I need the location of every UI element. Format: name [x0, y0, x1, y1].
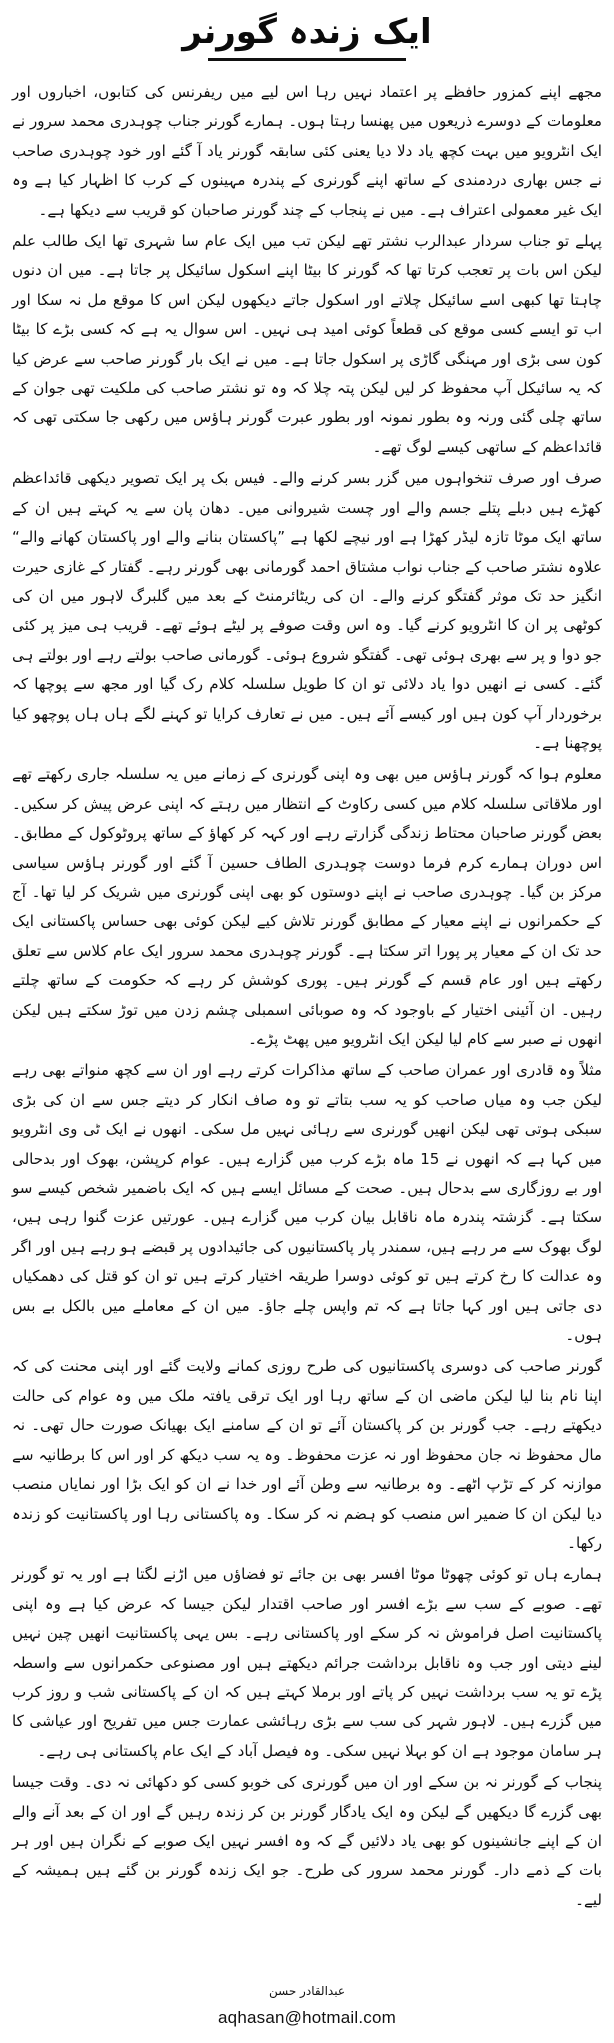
byline — [0, 1980, 614, 2040]
paragraph: پنجاب کے گورنر نہ بن سکے اور ان میں گورنری کی خوبو کسی کو دکھائی نہ دی۔ وقت جیسا بھی گزرے گا دیکھیں گے لیکن وہ ایک یادگار گورنر بن کر زندہ رہیں گے اور ان کے بعد آنے والے ان کے اپنے جانشینوں کو بھی یاد دلائیں گے کہ وہ افسر نہیں ایک صوبے کے نگران ہیں اور ہر بات کے ذمے دار۔ گورنر محمد سرور کی طرح۔ جو ایک زندہ گورنر بن گئے ہیں ہمیشہ کے لیے۔ — [12, 1773, 602, 1909]
paragraph: معلوم ہوا کہ گورنر ہاؤس میں بھی وہ اپنی گورنری کے زمانے میں یہ سلسلہ جاری رکھتے تھے اور ملاقاتی سلسلہ کلام میں کسی رکاوٹ کے انتظار میں رہتے کہ اپنی عرض پیش کر سکیں۔ بعض گورنر صاحبان محتاط زندگی گزارتے رہے اور کہہ کر کھاؤ کے ساتھ پروٹوکول کے مطابق۔ اس دوران ہمارے کرم فرما دوست چوہدری الطاف حسین آ گئے اور گورنر ہاؤس سیاسی مرکز بن گیا۔ چوہدری صاحب نے اپنے دوستوں کو بھی اپنی گورنری میں شریک کر لیا تھا۔ آج کے حکمرانوں نے اپنے معیار کے مطابق گورنر تلاش کیے لیکن کوئی بھی حساس پاکستانی ایک حد تک ان کے معیار پر پورا اتر سکتا ہے۔ گورنر چوہدری محمد سرور ایک عام کلاس سے تعلق رکھتے ہیں اور عام قسم کے گورنر ہیں۔ پوری کوشش کر رہے کہ حکومت کے ساتھ چلتے رہیں۔ ان آئینی اختیار کے باوجود کہ وہ صوبائی اسمبلی چشم زدن میں توڑ سکتے ہیں لیکن انھوں نے صبر سے کام لیا لیکن ایک انٹرویو میں پھٹ پڑے۔ — [12, 765, 602, 1048]
paragraph: مثلاً وہ قادری اور عمران صاحب کے ساتھ مذاکرات کرتے رہے اور ان سے کچھ منواتے بھی رہے لیکن جب وہ میاں صاحب کو یہ سب بتاتے تو وہ صاف انکار کر دیتے جس سے ان کی بڑی سبکی ہوتی تھی لیکن انھیں گورنری سے رہائی نہیں مل سکی۔ انھوں نے ایک ٹی وی انٹرویو میں کہا ہے کہ انھوں نے 15 ماہ بڑے کرب میں گزارے ہیں۔ عوام کرپشن، بھوک اور بدحالی اور بے روزگاری سے بدحال ہیں۔ صحت کے مسائل ایسے ہیں کہ ایک باضمیر شخص کیسے سو سکتا ہے۔ گزشتہ پندرہ ماہ ناقابل بیان کرب میں گزارے ہیں۔ عورتیں عزت گنوا رہی ہیں، لوگ بھوک سے مر رہے ہیں، سمندر پار پاکستانیوں کی جائیدادوں پر قبضے ہو رہے ہیں اور اگر وہ عدالت کا رخ کرتے ہیں تو کوئی دوسرا طریقہ اختیار کرتے ہیں تو ان کو قتل کی دھمکیاں دی جاتی ہیں اور کہا جاتا ہے کہ تم واپس چلے جاؤ۔ میں ان کے معاملے میں بالکل بے بس ہوں۔ — [12, 1061, 602, 1345]
author-email: aqhasan@hotmail.com — [218, 2008, 396, 2027]
paragraph: ہمارے ہاں تو کوئی چھوٹا موٹا افسر بھی بن جائے تو فضاؤں میں اڑنے لگتا ہے اور یہ تو گورنر تھے۔ صوبے کے سب سے بڑے افسر اور صاحب اقتدار لیکن جیسا کہ عرض کیا ہے وہ اپنی پاکستانیت اصل فراموش نہ کر سکے اور پاکستانی رہے۔ بس یہی پاکستانیت انھیں چین نہیں لینے دیتی اور جب وہ ناقابل برداشت جرائم دیکھتے ہیں اور مصنوعی حکمرانوں سے واسطہ پڑے تو یہ سب برداشت نہیں کر پاتے اور برملا کہتے ہیں کہ ان کے پاکستانی شب و روز کرب میں گزرے ہیں۔ لاہور شہر کی سب سے بڑی رہائشی عمارت جس میں تفریح اور عیاشی کا ہر سامان موجود ہے ان کو بہلا نہیں سکی۔ وہ فیصل آباد کے ایک عام پاکستانی ہی رہے۔ — [12, 1565, 602, 1760]
column-header — [0, 0, 614, 72]
column-title: ایک زندہ گورنر — [182, 12, 432, 52]
paragraph: مجھے اپنے کمزور حافظے پر اعتماد نہیں رہا اس لیے میں ریفرنس کی کتابوں، اخباروں اور معلومات کے دوسرے ذریعوں میں پھنسا رہتا ہوں۔ ہمارے گورنر جناب چوہدری محمد سرور نے ایک انٹرویو میں بہت کچھ یاد دلا دیا یعنی کئی سابقہ گورنر یاد آ گئے اور خود چوہدری صاحب نے جس بھاری دردمندی کے ساتھ اپنے گورنری کے پندرہ مہینوں کے کرب کا اظہار کیا ہے وہ ایک غیر معمولی اعتراف ہے۔ میں نے پنجاب کے چند گورنر صاحبان کو قریب سے دیکھا ہے۔ — [12, 83, 602, 219]
column-body — [12, 78, 602, 1917]
paragraph: پہلے تو جناب سردار عبدالرب نشتر تھے لیکن تب میں ایک عام سا شہری تھا ایک طالب علم لیکن اس بات پر تعجب کرتا تھا کہ گورنر کا بیٹا اپنے اسکول سائیکل پر جاتا ہے۔ میں ان دنوں چاہتا تھا کبھی اسے سائیکل چلاتے اور اسکول جاتے دیکھوں لیکن اس کا موقع مل نہ سکا اور اب تو ایسے کسی موقع کی قطعاً کوئی امید ہی نہیں۔ اس سوال یہ ہے کہ کسی بڑے کا بیٹا کون سی بڑی اور مہنگی گاڑی پر اسکول جاتا ہے۔ میں نے ایک بار گورنر صاحب سے عرض کیا کہ یہ سائیکل آپ محفوظ کر لیں لیکن پتہ چلا کہ وہ تو نشتر صاحب کی ملکیت تھی جوان کے ساتھ چلی گئی ورنہ وہ بطور نمونہ اور بطور عبرت گورنر ہاؤس میں رکھی جا سکتی تھی کہ قائداعظم کے ساتھی کیسے لوگ تھے۔ — [12, 232, 602, 456]
paragraph: گورنر صاحب کی دوسری پاکستانیوں کی طرح روزی کمانے ولایت گئے اور اپنی محنت کی کہ اپنا نام بنا لیا لیکن ماضی ان کے ساتھ رہا اور ایک ترقی یافتہ ملک میں وہ عوام کی حالت دیکھتے رہے۔ جب گورنر بن کر پاکستان آئے تو ان کے سامنے ایک بھیانک صورت حال تھی۔ نہ مال محفوظ نہ جان محفوظ اور نہ عزت محفوظ۔ وہ یہ سب دیکھ کر اور اس کا برطانیہ سے موازنہ کر کے تڑپ اٹھے۔ وہ برطانیہ سے وطن آئے اور خدا نے ان کو ایک بڑا اور نمایاں منصب دیا لیکن ان کا ضمیر اس منصب کو ہضم نہ کر سکا۔ وہ پاکستانی رہا اور پاکستانیت کو زندہ رکھا۔ — [12, 1357, 602, 1552]
title-underline — [208, 58, 406, 61]
paragraph: صرف اور صرف تنخواہوں میں گزر بسر کرنے والے۔ فیس بک پر ایک تصویر دیکھی قائداعظم کھڑے ہیں دبلے پتلے جسم والے اور چست شیروانی میں۔ دھان پان سے یہ کہتے ہیں ان کے ساتھ ایک موٹا تازہ لیڈر کھڑا ہے اور نیچے لکھا ہے ”پاکستان بنانے والے اور پاکستان کھانے والے“ علاوہ نشتر صاحب کے جناب نواب مشتاق احمد گورمانی بھی گورنر رہے۔ گفتار کے غازی حیرت انگیز حد تک موثر گفتگو کرنے والے۔ ان کی ریٹائرمنٹ کے بعد میں گلبرگ لاہور میں ان کی کوٹھی پر ان کا انٹرویو کرنے گیا۔ وہ اس وقت صوفے پر لیٹے ہوئے تھے۔ قریب ہی میز پر کئی جو دوا و پر سے بھری ہوئی تھی۔ گفتگو شروع ہوئی۔ گورمانی صاحب بولتے رہے اور بولتے ہی گئے۔ کسی نے انھیں دوا یاد دلائی تو ان کا طویل سلسلہ کلام رک گیا اور مجھ سے پوچھا کہ برخوردار آپ کون ہیں اور کیسے آئے ہیں۔ میں نے تعارف کرایا تو کہنے لگے ہاں ہاں پوچھو کیا پوچھنا ہے۔ — [12, 469, 602, 752]
author-name: عبدالقادر حسن — [268, 1984, 345, 1998]
